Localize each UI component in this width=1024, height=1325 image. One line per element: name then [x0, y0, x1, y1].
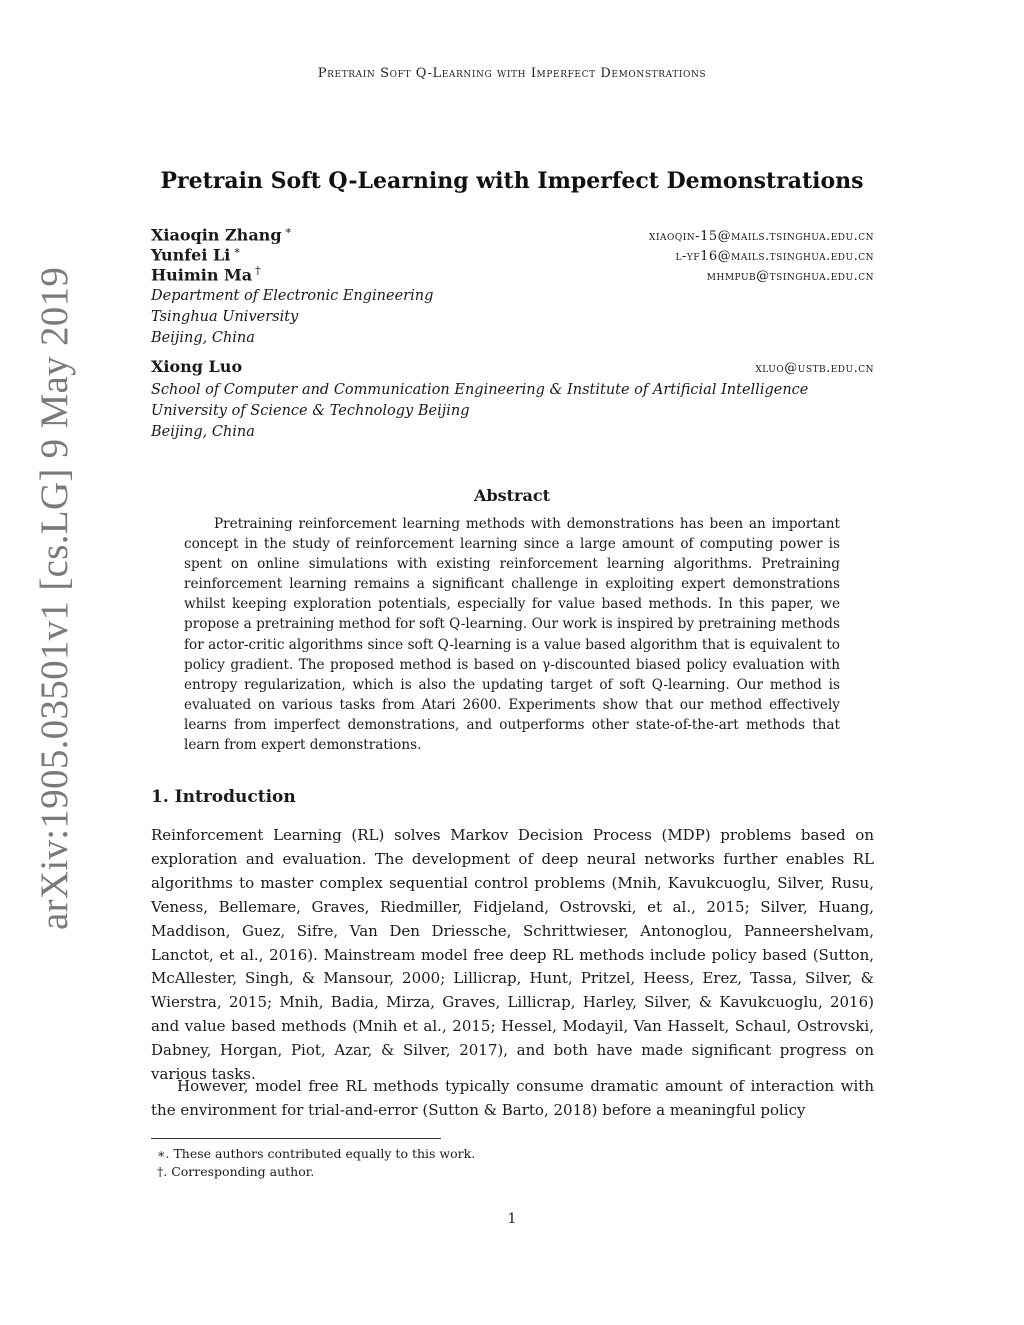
page-number: 1: [507, 1211, 517, 1227]
section-heading: 1. Introduction: [151, 787, 296, 807]
affiliation-line: University of Science & Technology Beijing: [151, 403, 470, 419]
footnote: †. Corresponding author.: [157, 1164, 315, 1179]
affiliation-line: Beijing, China: [151, 330, 255, 346]
arxiv-identifier: arXiv:1905.03501v1 [cs.LG] 9 May 2019: [33, 266, 76, 930]
affiliation-line: Department of Electronic Engineering: [151, 288, 434, 304]
author-row: [151, 224, 874, 244]
footnote-divider: [151, 1138, 441, 1139]
corresponding-author-mark: †: [255, 264, 261, 277]
author-email: mhmpub@tsinghua.edu.cn: [706, 269, 874, 285]
author-block-2: [151, 357, 874, 443]
author-name: Xiaoqin Zhang ∗: [151, 224, 292, 245]
author-email: l-yf16@mails.tsinghua.edu.cn: [675, 249, 874, 265]
abstract-text: Pretraining reinforcement learning methods with demonstrations has been an important concept in the study of reinforcement learning since a large amount of computing power is spent on online simulations with existing reinforcement learning algorithms. Pretraining reinforcement learning remains a significant challenge in exploiting expert demonstrations whilst keeping exploration potentials, especially for value based methods. In this paper, we propose a pretraining method for soft Q-learning. Our work is inspired by pretraining methods for actor-critic algorithms since soft Q-learning is a value based algorithm that is equivalent to policy gradient. The proposed method is based on γ-discounted biased policy evaluation with entropy regularization, which is also the updating target of soft Q-learning. Our method is evaluated on various tasks from Atari 2600. Experiments show that our method effectively learns from imperfect demonstrations, and outperforms other state-of-the-art methods that learn from expert demonstrations.: [184, 516, 840, 754]
running-head: Pretrain Soft Q-Learning with Imperfect Demonstrations: [317, 66, 707, 81]
author-name: Yunfei Li ∗: [151, 244, 241, 265]
author-row: [151, 357, 874, 377]
paper-title: Pretrain Soft Q-Learning with Imperfect Demonstrations: [160, 168, 864, 194]
affiliation-line: Beijing, China: [151, 424, 255, 440]
body-paragraph: However, model free RL methods typically consume dramatic amount of interaction with the environment for trial-and-error (Sutton & Barto, 2018) before a meaningful policy: [151, 1077, 874, 1119]
author-name: Huimin Ma †: [151, 264, 261, 285]
footnote: ∗. These authors contributed equally to this work.: [157, 1146, 476, 1161]
author-email: xiaoqin-15@mails.tsinghua.edu.cn: [649, 229, 874, 245]
author-row: [151, 244, 874, 264]
author-block-1: [151, 224, 874, 349]
author-email: xluo@ustb.edu.cn: [755, 361, 874, 376]
equal-contribution-mark: ∗: [233, 244, 241, 257]
author-name: Xiong Luo: [151, 357, 243, 376]
abstract-heading: Abstract: [474, 486, 550, 505]
footnotes: [157, 1145, 475, 1181]
affiliation-line: School of Computer and Communication Engineering & Institute of Artificial Intelligence: [151, 382, 809, 398]
affiliation-line: Tsinghua University: [151, 309, 299, 325]
body-paragraph: Reinforcement Learning (RL) solves Markov Decision Process (MDP) problems based on exploration and evaluation. The development of deep neural networks further enables RL algorithms to master complex sequential control problems (Mnih, Kavukcuoglu, Silver, Rusu, Veness, Bellemare, Graves, Riedmiller, Fidjeland, Ostrovski, et al., 2015; Silver, Huang, Maddison, Guez, Sifre, Van Den Driessche, Schrittwieser, Antonoglou, Panneershelvam, Lanctot, et al., 2016). Mainstream model free deep RL methods include policy based (Sutton, McAllester, Singh, & Mansour, 2000; Lillicrap, Hunt, Pritzel, Heess, Erez, Tassa, Silver, & Wierstra, 2015; Mnih, Badia, Mirza, Graves, Lillicrap, Harley, Silver, & Kavukcuoglu, 2016) and value based methods (Mnih et al., 2015; Hessel, Modayil, Van Hasselt, Schaul, Ostrovski, Dabney, Horgan, Piot, Azar, & Silver, 2017), and both have made significant progress on various tasks.: [151, 826, 874, 1084]
author-row: [151, 264, 874, 284]
equal-contribution-mark: ∗: [284, 224, 292, 237]
